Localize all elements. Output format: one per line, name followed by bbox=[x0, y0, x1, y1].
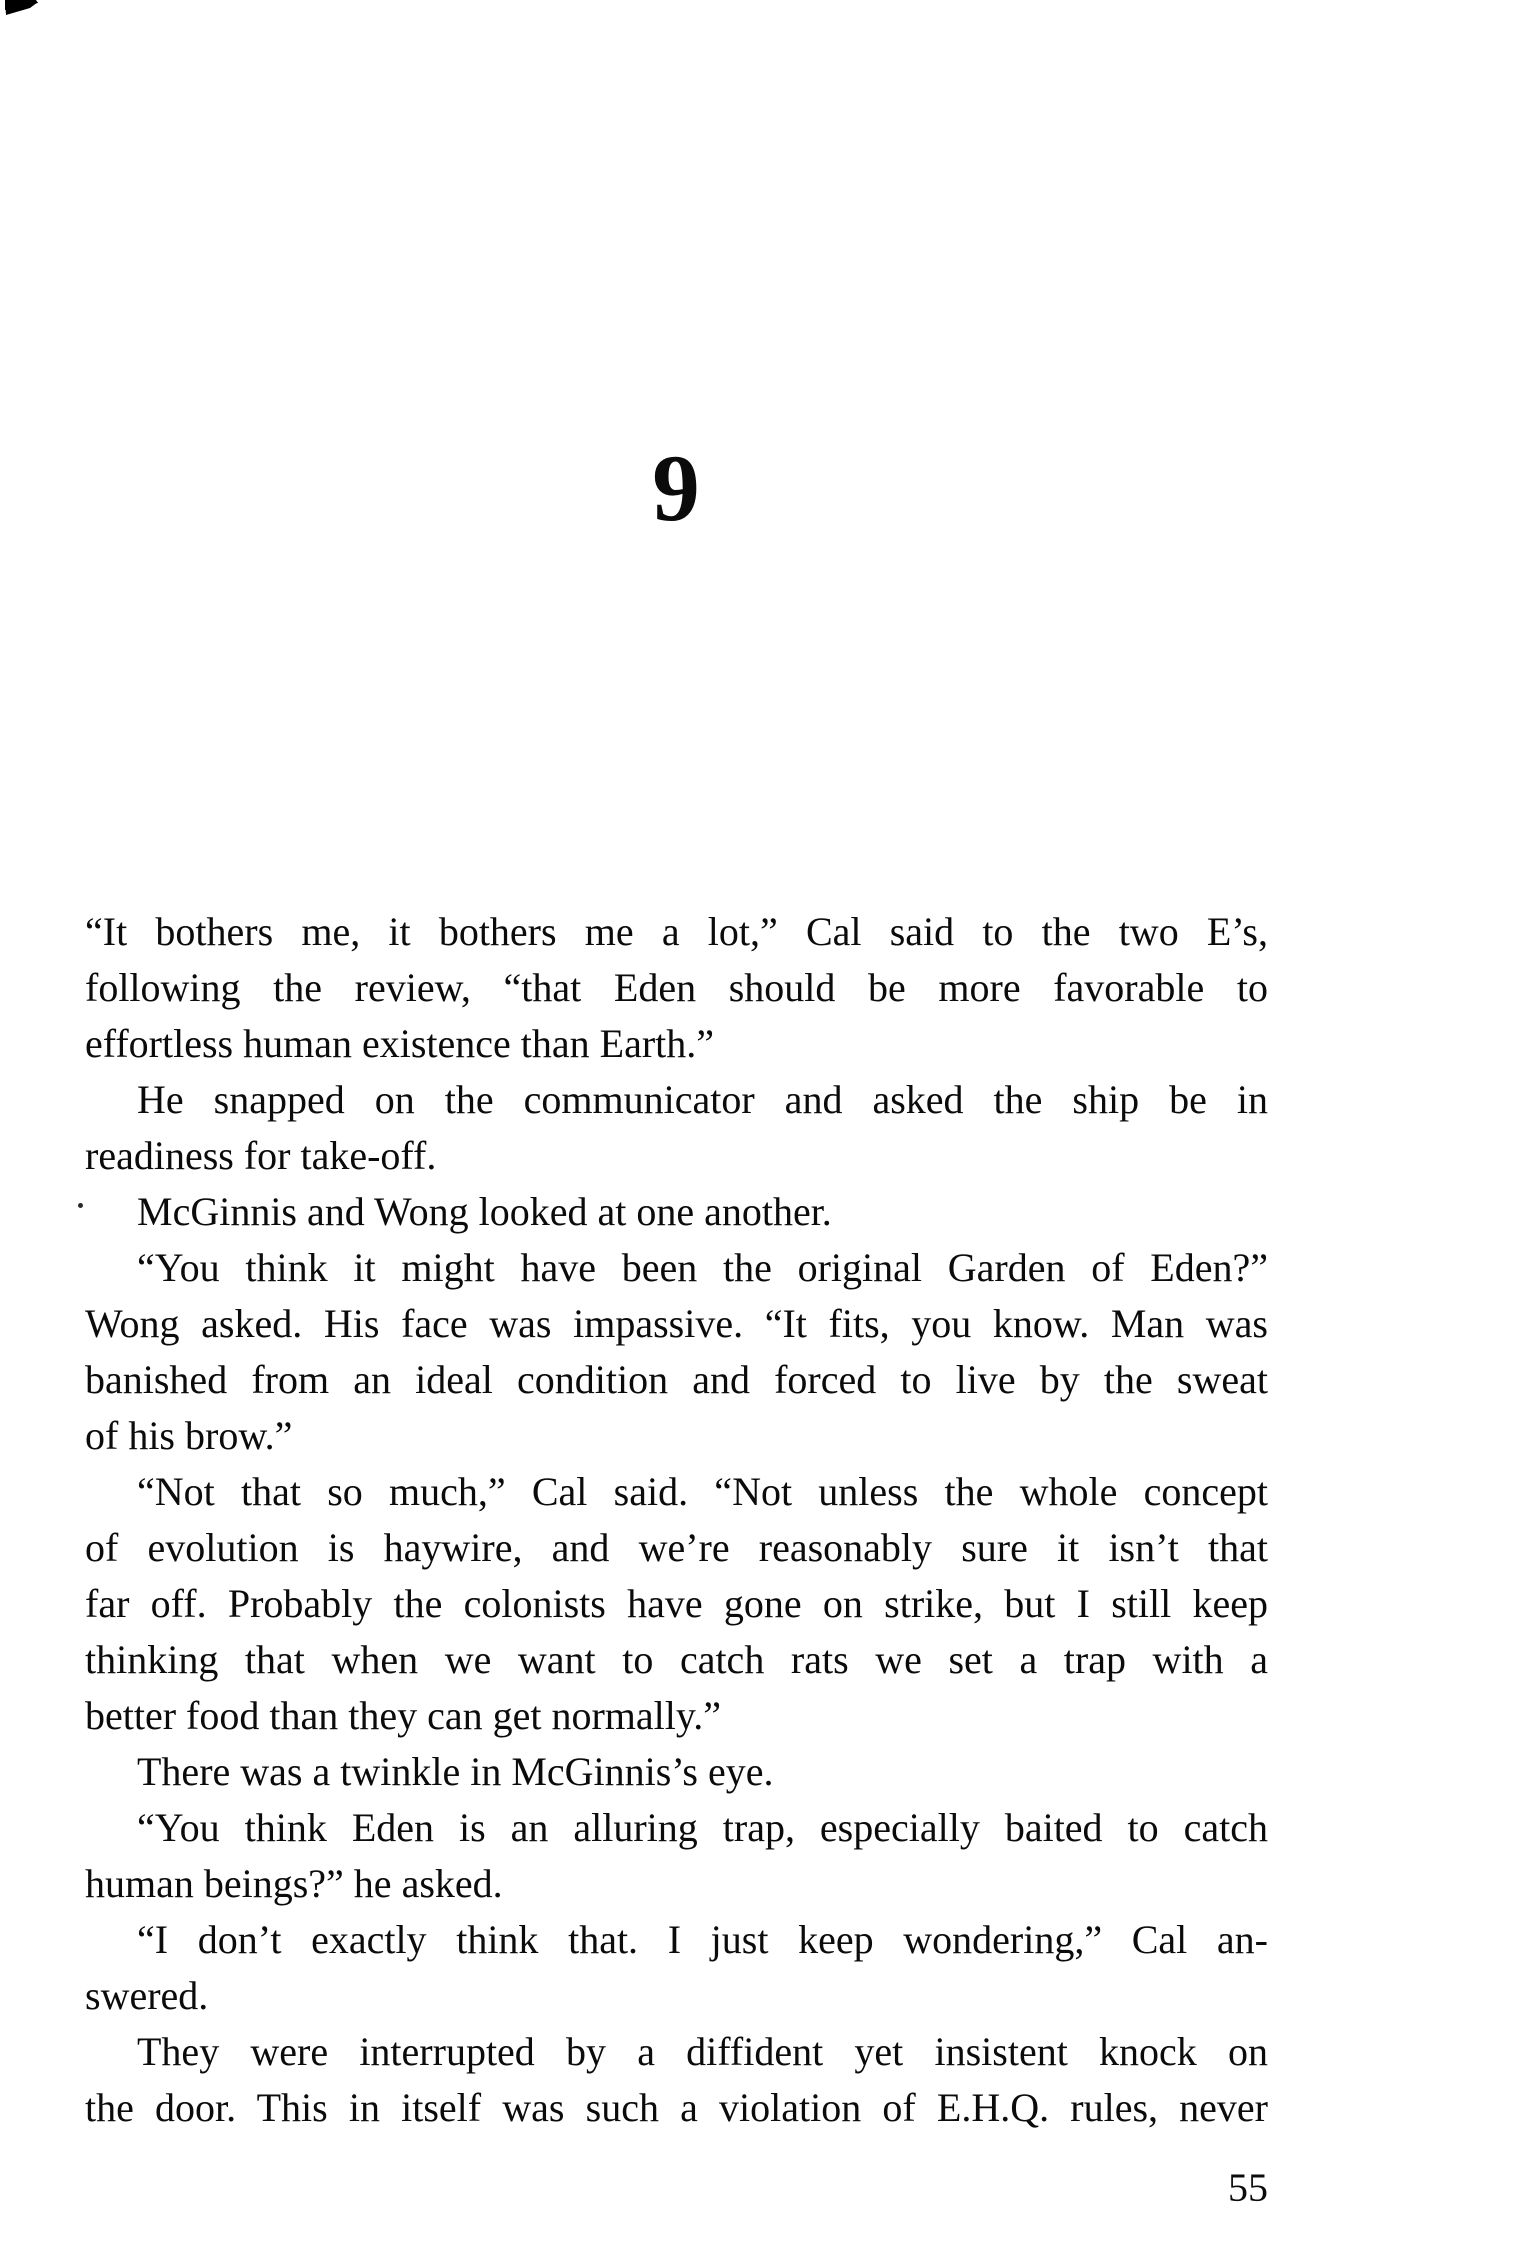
text-line: of evolution is haywire, and we’re reasonably sure it isn’t that bbox=[85, 1525, 1268, 1570]
scan-corner-artifact bbox=[0, 0, 48, 20]
chapter-number: 9 bbox=[652, 435, 701, 541]
text-line: better food than they can get normally.” bbox=[85, 1693, 722, 1738]
text-line: McGinnis and Wong looked at one another. bbox=[137, 1189, 832, 1234]
text-line: They were interrupted by a diffident yet insistent knock on bbox=[137, 2029, 1268, 2074]
text-line: readiness for take-off. bbox=[85, 1133, 437, 1178]
text-line: He snapped on the communicator and asked the ship be in bbox=[137, 1077, 1268, 1122]
ink-speck-artifact bbox=[78, 1203, 83, 1208]
text-line: Wong asked. His face was impassive. “It fits, you know. Man was bbox=[85, 1301, 1268, 1346]
text-line: swered. bbox=[85, 1973, 209, 2018]
text-line: human beings?” he asked. bbox=[85, 1861, 503, 1906]
body-text bbox=[85, 904, 1268, 2136]
text-line: thinking that when we want to catch rats we set a trap with a bbox=[85, 1637, 1268, 1682]
text-line: There was a twinkle in McGinnis’s eye. bbox=[137, 1749, 774, 1794]
text-line: following the review, “that Eden should be more favorable to bbox=[85, 965, 1268, 1010]
text-line: “You think it might have been the original Garden of Eden?” bbox=[137, 1245, 1268, 1290]
text-line: “I don’t exactly think that. I just keep wondering,” Cal an- bbox=[137, 1917, 1268, 1962]
text-line: “You think Eden is an alluring trap, especially baited to catch bbox=[137, 1805, 1268, 1850]
text-line: the door. This in itself was such a violation of E.H.Q. rules, never bbox=[85, 2085, 1268, 2130]
page-number: 55 bbox=[1228, 2165, 1268, 2210]
text-line: effortless human existence than Earth.” bbox=[85, 1021, 715, 1066]
text-line: “It bothers me, it bothers me a lot,” Cal said to the two E’s, bbox=[85, 909, 1268, 954]
text-line: banished from an ideal condition and forced to live by the sweat bbox=[85, 1357, 1268, 1402]
text-line: of his brow.” bbox=[85, 1413, 293, 1458]
text-line: far off. Probably the colonists have gone on strike, but I still keep bbox=[85, 1581, 1268, 1626]
text-line: “Not that so much,” Cal said. “Not unless the whole concept bbox=[137, 1469, 1268, 1514]
